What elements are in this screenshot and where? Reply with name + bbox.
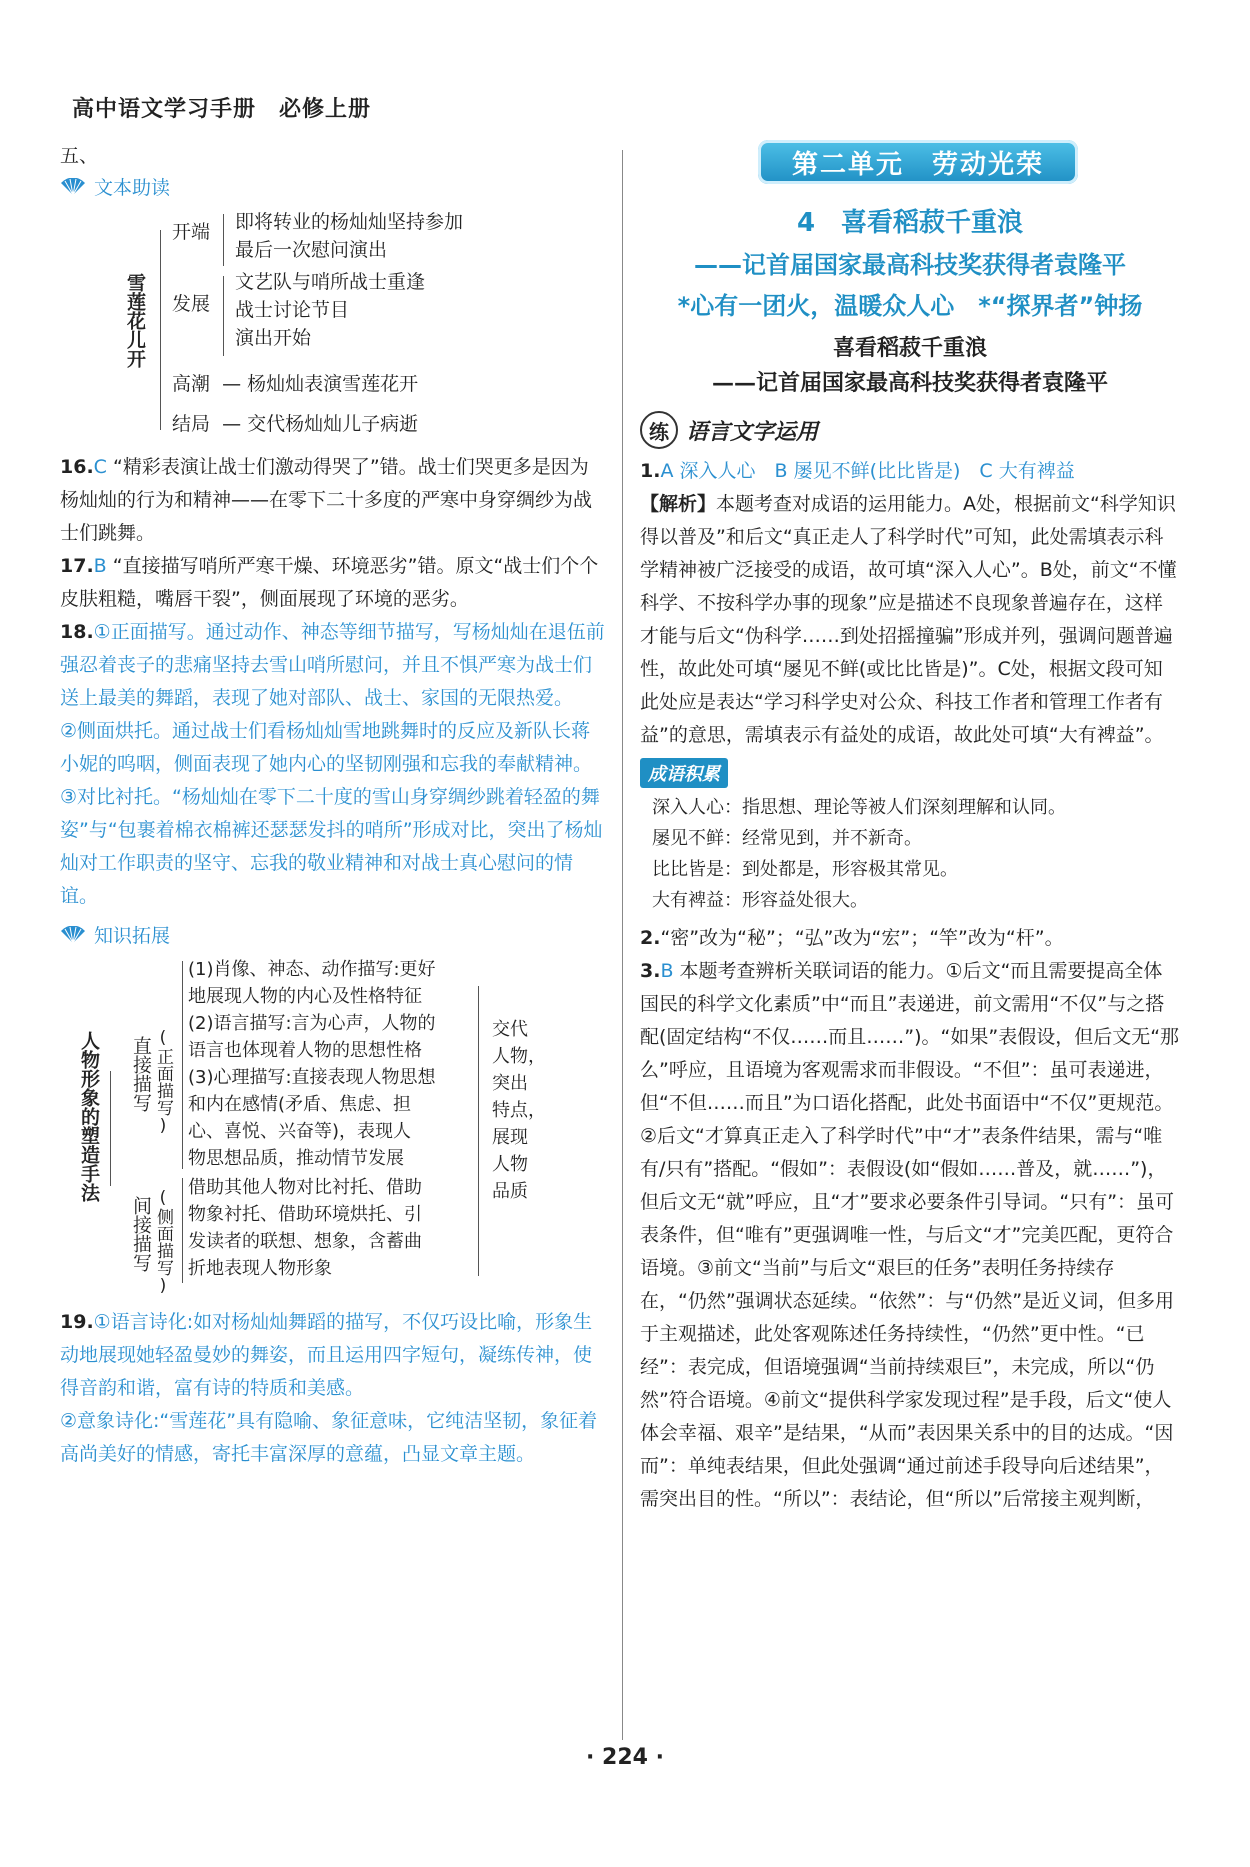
right-bracket bbox=[470, 986, 479, 1276]
direct-items: (1)肖像、神态、动作描写:更好 地展现人物的内心及性格特征 (2)语言描写:言为心声，人物的 语言也体现着人物的思想性格 (3)心理描写:直接表现人物思想 和内在感情(矛盾、焦虑、担 心、喜悦、兴奋等)，表现人 物思想品质，推动情节发展 bbox=[188, 959, 436, 1169]
tree2-root-bracket bbox=[110, 1071, 111, 1186]
answer-19: 19.①语言诗化:如对杨灿灿舞蹈的描写，不仅巧设比喻，形象生动地展现她轻盈曼妙的舞姿，而且运用四字短句，凝练传神，使得音韵和谐，富有诗的特质和美感。 ②意象诗化:“雪莲花”具有隐喻、象征意味，它纯洁坚韧，象征着高尚美好的情感，寄托丰富深厚的意蕴，凸显文章主题。 bbox=[60, 1311, 598, 1465]
tree-node-develop: 发展 bbox=[172, 293, 211, 315]
characterization-tree bbox=[60, 956, 605, 1296]
answer-3: 3.B 本题考查辨析关联词语的能力。①后文“而且需要提高全体国民的科学文化素质”中“而且”表递进，前文需用“不仅”与之搭配(固定结构“不仅……而且……”)。“如果”表假设，但后文无“那么”呼应，且语境为客观需求而非假设。“不但”：虽可表递进，但“不但……而且”为口语化搭配，此处书面语中“不仅”更规范。②后文“才算真正走入了科学时代”中“才”表条件结果，需与“唯有/只有”搭配。“假如”：表假设(如“假如……普及，就……”)，但后文无“就”呼应，且“才”要求必要条件引导词。“只有”：虽可表条件，但“唯有”更强调唯一性，与后文“才”完美匹配，更符合语境。③前文“当前”与后文“艰巨的任务”表明任务持续存在，“仍然”强调状态延续。“依然”：与“仍然”是近义词，但多用于主观描述，此处客观陈述任务持续性，“仍然”更中性。“已经”：表完成，但语境强调“当前持续艰巨”，未完成，所以“仍然”符合语境。④前文“提供科学家发现过程”是手段，后文“使人体会幸福、艰辛”是结果，“从而”表因果关系中的目的达成。“因而”：单纯表结果，但此处强调“通过前述手段导向后述结果”，需突出目的性。“所以”：表结论，但“所以”后常接主观判断， bbox=[640, 960, 1180, 1510]
plot-structure-tree bbox=[60, 208, 605, 443]
indirect-items: 借助其他人物对比衬托、借助 物象衬托、借助环境烘托、引 发读者的联想、想象，含蓄曲 折地表现人物形象 bbox=[188, 1177, 422, 1279]
tree2-root: 人物形象的塑造手法 bbox=[78, 1031, 100, 1202]
section-subtitle: ——记首届国家最高科技奖获得者袁隆平 bbox=[711, 370, 1108, 396]
tree-bracket bbox=[160, 230, 161, 430]
column-divider bbox=[622, 150, 623, 1740]
right-items: 交代 人物， 突出 特点， 展现 人物 品质 bbox=[492, 1019, 546, 1202]
tree-node-start-items: 即将转业的杨灿灿坚持参加 最后一次慰问演出 bbox=[235, 211, 464, 261]
section-5-label: 五、 bbox=[60, 145, 99, 167]
start-bracket bbox=[223, 214, 224, 266]
answer-2: 2.“密”改为“秘”；“弘”改为“宏”；“竿”改为“杆”。 bbox=[640, 927, 1064, 949]
unit-title: 第二单元 劳动光荣 bbox=[758, 140, 1078, 184]
knowledge-heading bbox=[60, 921, 605, 948]
fan-icon bbox=[60, 178, 86, 196]
idiom-list: 深入人心：指思想、理论等被人们深刻理解和认同。 屡见不鲜：经常见到，并不新奇。 比比皆是：到处都是，形容极其常见。 大有裨益：形容益处很大。 bbox=[652, 797, 1066, 911]
idiom-tag: 成语积累 bbox=[640, 758, 728, 788]
direct-bracket bbox=[182, 961, 183, 1169]
lang-heading bbox=[640, 411, 1180, 449]
section-title: 喜看稻菽千重浪 bbox=[832, 335, 987, 361]
answer-17: 17.B “直接描写哨所严寒干燥、环境恶劣”错。原文“战士们个个皮肤粗糙，嘴唇干裂”，侧面展现了环境的恶劣。 bbox=[60, 555, 599, 610]
practice-badge: 练 bbox=[640, 411, 678, 449]
indirect-sub-label: (侧面描写) bbox=[153, 1188, 173, 1296]
tree-node-climax: 高潮 — 杨灿灿表演雪莲花开 bbox=[172, 373, 419, 395]
page-number: · 224 · bbox=[586, 1745, 664, 1770]
indirect-bracket bbox=[182, 1178, 183, 1283]
fan-icon bbox=[60, 926, 86, 944]
lesson-subtitle: ——记首届国家最高科技奖获得者袁隆平 bbox=[694, 251, 1126, 279]
lesson-other-titles: *心有一团火，温暖众人心 *“探界者”钟扬 bbox=[677, 292, 1143, 320]
idiom-section bbox=[640, 758, 1180, 916]
right-column bbox=[640, 140, 1180, 1516]
tree-root: 雪莲花儿开 bbox=[124, 273, 146, 368]
tree-node-develop-items: 文艺队与哨所战士重逢 战士讨论节目 演出开始 bbox=[235, 271, 426, 349]
text-guide-title: 文本助读 bbox=[94, 177, 171, 199]
left-column bbox=[60, 140, 605, 1471]
answer-1: 1.A 深入人心 B 屡见不鲜(比比皆是) C 大有裨益 bbox=[640, 460, 1075, 482]
tree-node-start: 开端 bbox=[172, 221, 211, 243]
tree-node-end: 结局 — 交代杨灿灿儿子病逝 bbox=[172, 413, 419, 435]
lesson-title: 4 喜看稻菽千重浪 bbox=[796, 208, 1024, 238]
analysis-1: 【解析】本题考查对成语的运用能力。A处，根据前文“科学知识得以普及”和后文“真正走人了科学时代”可知，此处需填表示科学精神被广泛接受的成语，故可填“深入人心”。B处，前文“不懂科学、不按科学办事的现象”应是描述不良现象普遍存在，这样才能与后文“伪科学……到处招摇撞骗”形成并列，强调问题普遍性，故此处可填“屡见不鲜(或比比皆是)”。C处，根据文段可知此处应是表达“学习科学史对公众、科技工作者和管理工作者有益”的意思，需填表示有益处的成语，故此处可填“大有裨益”。 bbox=[640, 493, 1177, 746]
lang-title: 语言文字运用 bbox=[686, 419, 819, 445]
indirect-label: 间接描写 bbox=[130, 1196, 152, 1272]
text-guide-heading bbox=[60, 173, 605, 200]
knowledge-title: 知识拓展 bbox=[94, 925, 171, 947]
direct-sub-label: (正面描写) bbox=[153, 1028, 173, 1136]
answer-18: 18.①正面描写。通过动作、神态等细节描写，写杨灿灿在退伍前强忍着丧子的悲痛坚持去雪山哨所慰问，并且不惧严寒为战士们送上最美的舞蹈，表现了她对部队、战士、家国的无限热爱。 ②侧面烘托。通过战士们看杨灿灿雪地跳舞时的反应及新队长蒋小妮的呜咽，侧面表现了她内心的坚韧刚强和忘我的奉献精神。 ③对比衬托。“杨灿灿在零下二十度的雪山身穿绸纱跳着轻盈的舞姿”与“包裹着棉衣棉裤还瑟瑟发抖的哨所”形成对比，突出了杨灿灿对工作职责的坚守、忘我的敬业精神和对战士真心慰问的情谊。 bbox=[60, 621, 605, 907]
develop-bracket bbox=[223, 276, 224, 356]
answer-16: 16.C “精彩表演让战士们激动得哭了”错。战士们哭更多是因为杨灿灿的行为和精神——在零下二十多度的严寒中身穿绸纱为战士们跳舞。 bbox=[60, 456, 593, 544]
direct-label: 直接描写 bbox=[130, 1036, 152, 1112]
book-header: 高中语文学习手册 必修上册 bbox=[72, 97, 372, 122]
